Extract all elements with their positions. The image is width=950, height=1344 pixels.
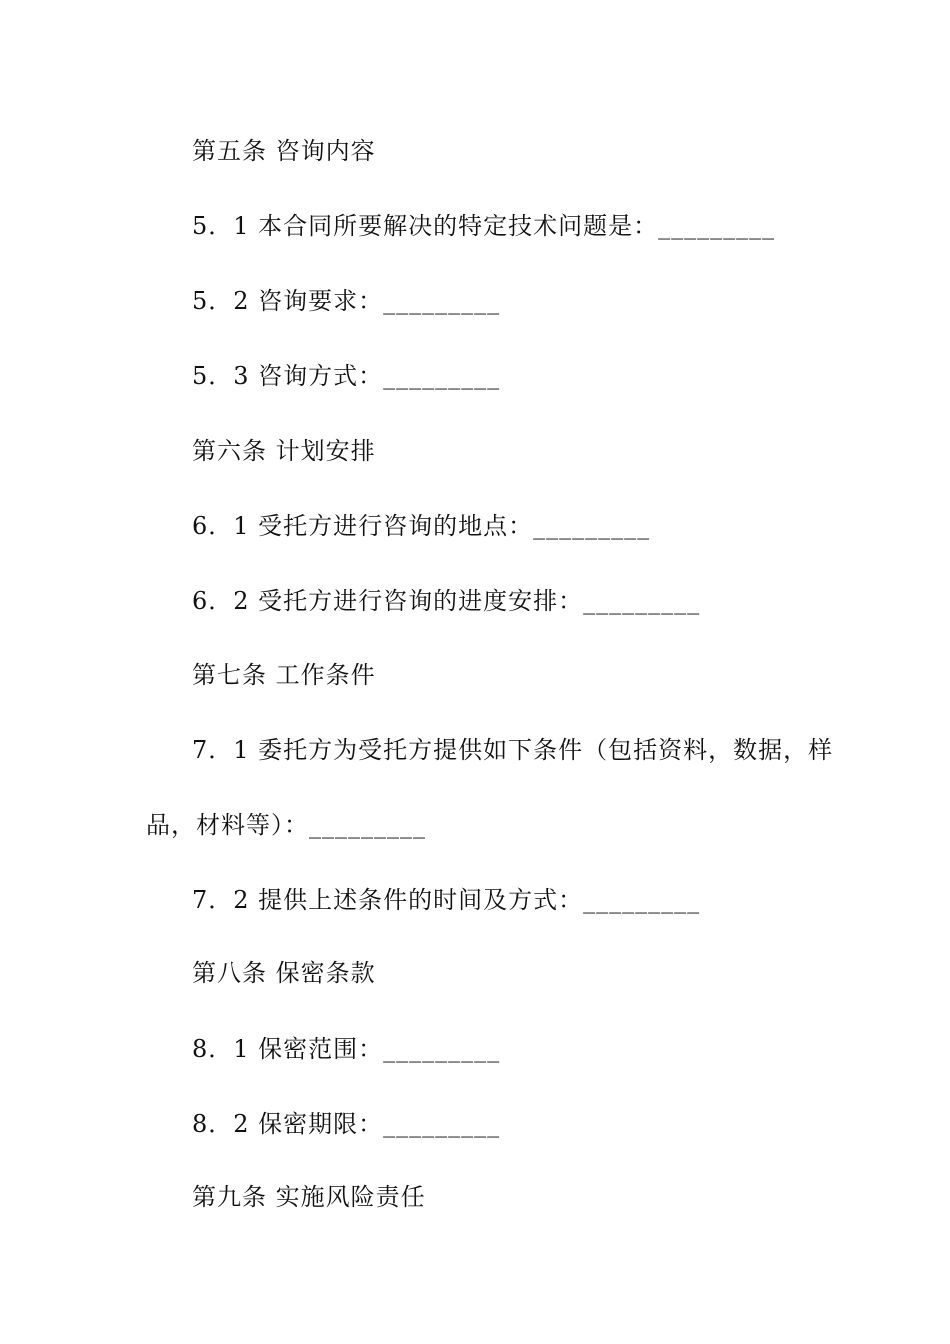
article-8-heading: 第八条 保密条款	[192, 959, 376, 987]
clause-5-1: 5．1 本合同所要解决的特定技术问题是：_________	[192, 212, 776, 240]
clause-5-3: 5．3 咨询方式：_________	[192, 362, 501, 390]
clause-6-2: 6．2 受托方进行咨询的进度安排：_________	[192, 587, 701, 615]
clause-5-2: 5．2 咨询要求：_________	[192, 287, 501, 315]
clause-7-1-line-1: 7．1 委托方为受托方提供如下条件（包括资料，数据，样	[192, 736, 834, 764]
article-5-heading: 第五条 咨询内容	[192, 137, 376, 165]
clause-7-1-line-2: 品，材料等）：_________	[146, 811, 426, 839]
clause-8-1: 8．1 保密范围：_________	[192, 1035, 501, 1063]
article-6-heading: 第六条 计划安排	[192, 437, 376, 465]
clause-7-2: 7．2 提供上述条件的时间及方式：_________	[192, 886, 701, 914]
article-9-heading: 第九条 实施风险责任	[192, 1183, 426, 1211]
clause-6-1: 6．1 受托方进行咨询的地点：_________	[192, 512, 651, 540]
article-7-heading: 第七条 工作条件	[192, 661, 376, 689]
clause-8-2: 8．2 保密期限：_________	[192, 1110, 501, 1138]
